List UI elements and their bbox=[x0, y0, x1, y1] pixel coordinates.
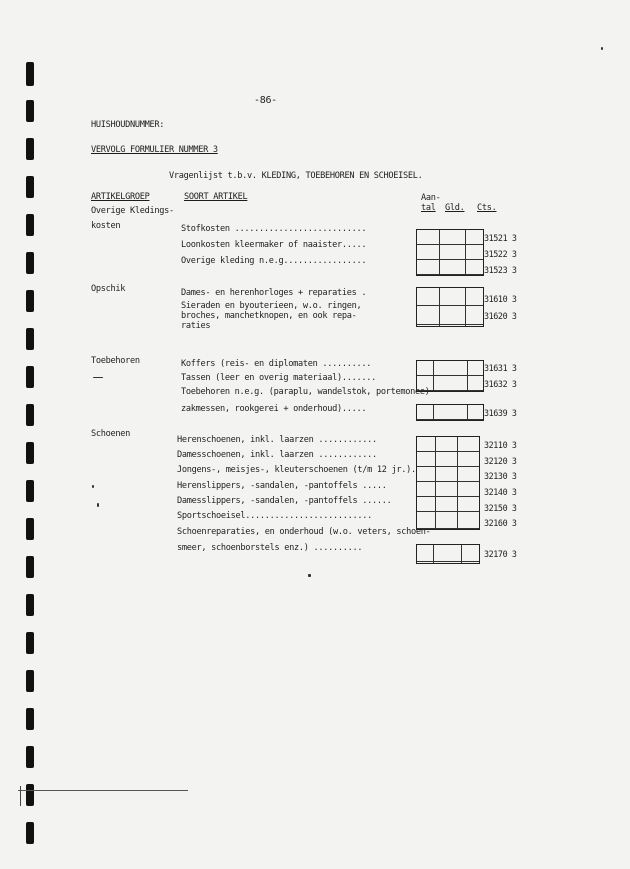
entry-row[interactable] bbox=[417, 437, 479, 452]
item-code: 31620 3 bbox=[484, 311, 517, 321]
item-code: 32170 3 bbox=[484, 549, 517, 559]
scan-speck bbox=[93, 377, 103, 378]
item-label: smeer, schoenborstels enz.) .......... bbox=[177, 543, 363, 553]
item-code: 31631 3 bbox=[484, 363, 517, 373]
binding-mark bbox=[26, 784, 34, 806]
entry-row[interactable] bbox=[417, 452, 479, 467]
binding-mark bbox=[26, 62, 34, 86]
binding-mark bbox=[26, 670, 34, 692]
item-label: Loonkosten kleermaker of naaister..... bbox=[181, 240, 367, 250]
column-guilders: Gld. bbox=[445, 203, 465, 213]
scan-line bbox=[20, 786, 21, 806]
column-count-bottom: tal bbox=[421, 203, 436, 213]
entry-row[interactable] bbox=[417, 512, 479, 529]
entry-row[interactable] bbox=[417, 497, 479, 512]
column-cents: Cts. bbox=[477, 203, 497, 213]
entry-grid-shoes bbox=[416, 436, 480, 530]
item-label: Herenslippers, -sandalen, -pantoffels ..... bbox=[177, 481, 387, 491]
form-continuation-label: VERVOLG FORMULIER NUMMER 3 bbox=[91, 145, 218, 155]
entry-row[interactable] bbox=[417, 482, 479, 497]
item-code: 31610 3 bbox=[484, 294, 517, 304]
group-shoes: Schoenen bbox=[91, 429, 130, 439]
item-label: Damesschoenen, inkl. laarzen ............ bbox=[177, 450, 377, 460]
binding-mark bbox=[26, 518, 34, 540]
entry-grid-accessories-other bbox=[416, 404, 484, 421]
item-label: Overige kleding n.e.g................. bbox=[181, 256, 367, 266]
scan-line bbox=[18, 790, 188, 791]
item-code: 32160 3 bbox=[484, 518, 517, 528]
entry-grid-accessories bbox=[416, 360, 484, 392]
item-label-cont: broches, manchetknopen, en ook repa- bbox=[181, 311, 357, 321]
item-label: Jongens-, meisjes-, kleuterschoenen (t/m 12 jr.). bbox=[177, 465, 416, 475]
item-code: 32120 3 bbox=[484, 456, 517, 466]
item-code: 31523 3 bbox=[484, 265, 517, 275]
item-label: Herenschoenen, inkl. laarzen ............ bbox=[177, 435, 377, 445]
item-label-cont: raties bbox=[181, 321, 211, 331]
item-label: Dames- en herenhorloges + reparaties . bbox=[181, 288, 367, 298]
item-code: 32140 3 bbox=[484, 487, 517, 497]
entry-row[interactable] bbox=[417, 230, 483, 245]
entry-grid-jewelry bbox=[416, 287, 484, 327]
questionnaire-title: Vragenlijst t.b.v. KLEDING, TOEBEHOREN EN SCHOEISEL. bbox=[169, 171, 423, 181]
binding-mark bbox=[26, 366, 34, 388]
column-article-group: ARTIKELGROEP bbox=[91, 192, 150, 202]
binding-mark bbox=[26, 556, 34, 578]
item-label: Damesslippers, -sandalen, -pantoffels ...... bbox=[177, 496, 392, 506]
item-code: 32110 3 bbox=[484, 440, 517, 450]
binding-mark bbox=[26, 328, 34, 350]
entry-row[interactable] bbox=[417, 467, 479, 482]
column-article-kind: SOORT ARTIKEL bbox=[184, 192, 248, 202]
entry-grid-clothing bbox=[416, 229, 484, 276]
item-label: Stofkosten ........................... bbox=[181, 224, 367, 234]
group-jewelry: Opschik bbox=[91, 284, 126, 294]
item-label: Sportschoeisel.......................... bbox=[177, 511, 372, 521]
binding-mark bbox=[26, 442, 34, 464]
household-number-label: HUISHOUDNUMMER: bbox=[91, 120, 165, 130]
item-code: 32150 3 bbox=[484, 503, 517, 513]
item-label: zakmessen, rookgerei + onderhoud)..... bbox=[181, 404, 367, 414]
binding-mark bbox=[26, 632, 34, 654]
item-code: 31521 3 bbox=[484, 233, 517, 243]
scan-speck bbox=[601, 47, 603, 50]
binding-mark bbox=[26, 594, 34, 616]
item-code: 31632 3 bbox=[484, 379, 517, 389]
binding-mark bbox=[26, 708, 34, 730]
binding-mark bbox=[26, 290, 34, 312]
binding-mark bbox=[26, 214, 34, 236]
binding-mark bbox=[26, 138, 34, 160]
scan-speck bbox=[308, 574, 311, 577]
binding-mark bbox=[26, 100, 34, 122]
entry-row[interactable] bbox=[417, 245, 483, 260]
entry-row[interactable] bbox=[417, 376, 483, 391]
page-number: -86- bbox=[254, 95, 277, 106]
scan-speck bbox=[92, 485, 94, 488]
binding-mark bbox=[26, 480, 34, 502]
binding-mark bbox=[26, 252, 34, 274]
entry-row[interactable] bbox=[417, 306, 483, 325]
group-other-clothing: Overige Kledings- bbox=[91, 206, 174, 216]
item-code: 32130 3 bbox=[484, 471, 517, 481]
item-label: Sieraden en byouterieen, w.o. ringen, bbox=[181, 301, 362, 311]
entry-grid-shoe-repairs bbox=[416, 544, 480, 564]
group-accessories: Toebehoren bbox=[91, 356, 140, 366]
binding-mark bbox=[26, 404, 34, 426]
item-code: 31522 3 bbox=[484, 249, 517, 259]
item-label: Toebehoren n.e.g. (paraplu, wandelstok, portemonee) bbox=[181, 387, 430, 397]
entry-row[interactable] bbox=[417, 260, 483, 275]
group-other-clothing-cont: kosten bbox=[91, 221, 121, 231]
binding-mark bbox=[26, 176, 34, 198]
column-count-top: Aan- bbox=[421, 193, 441, 203]
entry-row[interactable] bbox=[417, 545, 479, 562]
binding-mark bbox=[26, 746, 34, 768]
item-code: 31639 3 bbox=[484, 408, 517, 418]
item-label: Tassen (leer en overig materiaal)....... bbox=[181, 373, 376, 383]
scan-speck bbox=[97, 503, 99, 507]
item-label: Schoenreparaties, en onderhoud (w.o. veters, schoen- bbox=[177, 527, 431, 537]
entry-row[interactable] bbox=[417, 361, 483, 376]
binding-mark bbox=[26, 822, 34, 844]
entry-row[interactable] bbox=[417, 405, 483, 420]
item-label: Koffers (reis- en diplomaten .......... bbox=[181, 359, 372, 369]
entry-row[interactable] bbox=[417, 288, 483, 306]
